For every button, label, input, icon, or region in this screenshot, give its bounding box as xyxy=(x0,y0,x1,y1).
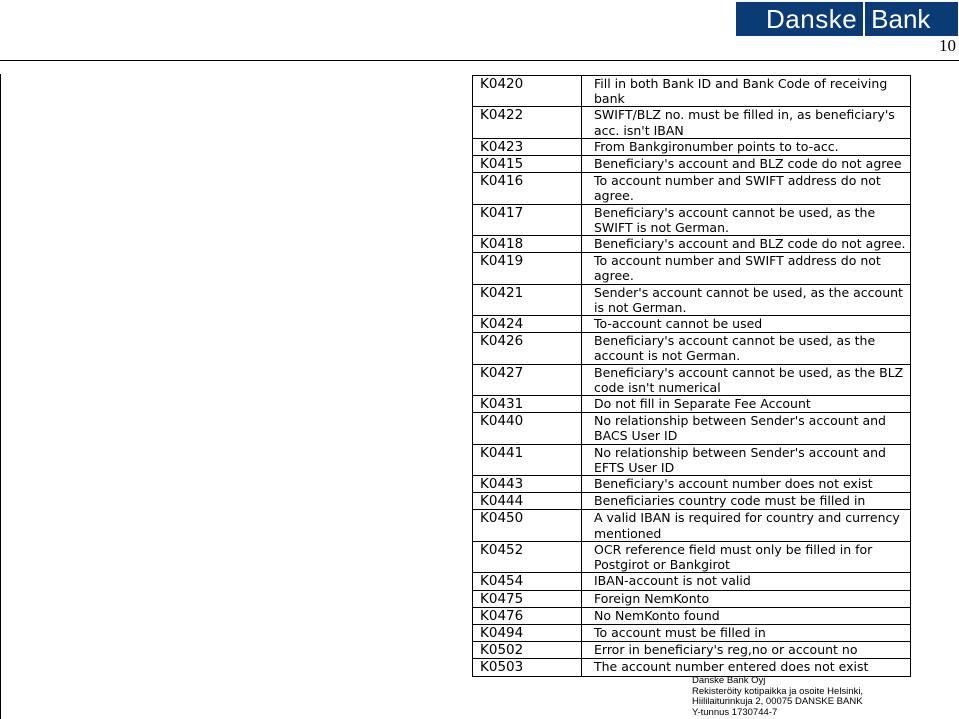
page-number: 10 xyxy=(939,36,956,55)
error-code-rows xyxy=(473,76,911,677)
error-message-cell: Beneficiary's account and BLZ code do not agree xyxy=(582,156,911,173)
table-row xyxy=(473,476,911,493)
table-row xyxy=(473,510,911,541)
error-message-cell: The account number entered does not exist xyxy=(582,659,911,676)
error-code-cell: K0426 xyxy=(473,333,582,364)
error-code-cell: K0423 xyxy=(473,138,582,155)
error-code-cell: K0443 xyxy=(473,476,582,493)
danske-bank-logo xyxy=(736,2,958,36)
error-code-cell: K0476 xyxy=(473,607,582,624)
footer-address: Hiililaiturinkuja 2, 00075 DANSKE BANK xyxy=(692,696,863,708)
error-code-cell: K0494 xyxy=(473,624,582,641)
error-message-cell: Beneficiary's account number does not exist xyxy=(582,476,911,493)
table-row xyxy=(473,284,911,315)
company-footer xyxy=(692,676,863,718)
error-message-cell: A valid IBAN is required for country and currency mentioned xyxy=(582,510,911,541)
error-code-cell: K0452 xyxy=(473,541,582,572)
error-message-cell: To account must be filled in xyxy=(582,624,911,641)
error-message-cell: OCR reference field must only be filled in for Postgirot or Bankgirot xyxy=(582,541,911,572)
table-row xyxy=(473,493,911,510)
table-row xyxy=(473,173,911,204)
error-message-cell: To account number and SWIFT address do not agree. xyxy=(582,173,911,204)
error-code-cell: K0418 xyxy=(473,236,582,253)
table-row xyxy=(473,138,911,155)
table-row xyxy=(473,413,911,444)
error-message-cell: Fill in both Bank ID and Bank Code of receiving bank xyxy=(582,76,911,107)
error-code-cell: K0424 xyxy=(473,316,582,333)
error-code-table xyxy=(472,75,911,677)
table-row xyxy=(473,444,911,475)
error-message-cell: To account number and SWIFT address do not agree. xyxy=(582,253,911,284)
error-code-cell: K0441 xyxy=(473,444,582,475)
footer-registered-office: Rekisteröity kotipaikka ja osoite Helsinki, xyxy=(692,685,864,697)
error-message-cell: Error in beneficiary's reg,no or account no xyxy=(582,642,911,659)
error-code-cell: K0431 xyxy=(473,396,582,413)
error-code-cell: K0502 xyxy=(473,642,582,659)
table-row xyxy=(473,107,911,138)
table-row xyxy=(473,573,911,590)
error-message-cell: Beneficiary's account cannot be used, as the BLZ code isn't numerical xyxy=(582,364,911,395)
error-code-cell: K0419 xyxy=(473,253,582,284)
table-row xyxy=(473,541,911,572)
error-message-cell: No relationship between Sender's account and EFTS User ID xyxy=(582,444,911,475)
error-message-cell: From Bankgironumber points to to-acc. xyxy=(582,138,911,155)
error-message-cell: Sender's account cannot be used, as the account is not German. xyxy=(582,284,911,315)
table-row xyxy=(473,204,911,235)
error-code-cell: K0503 xyxy=(473,659,582,676)
table-row xyxy=(473,156,911,173)
error-message-cell: Beneficiary's account cannot be used, as the SWIFT is not German. xyxy=(582,204,911,235)
error-code-cell: K0444 xyxy=(473,493,582,510)
table-row xyxy=(473,236,911,253)
error-code-cell: K0475 xyxy=(473,590,582,607)
table-row xyxy=(473,253,911,284)
error-message-cell: IBAN-account is not valid xyxy=(582,573,911,590)
table-row xyxy=(473,316,911,333)
table-row xyxy=(473,659,911,676)
error-message-cell: Beneficiaries country code must be filled in xyxy=(582,493,911,510)
footer-company-name: Danske Bank Oyj xyxy=(692,675,766,686)
error-message-cell: Foreign NemKonto xyxy=(582,590,911,607)
error-code-cell: K0420 xyxy=(473,76,582,107)
error-message-cell: Beneficiary's account cannot be used, as the account is not German. xyxy=(582,333,911,364)
header-rule xyxy=(0,60,959,61)
table-row xyxy=(473,607,911,624)
error-code-cell: K0417 xyxy=(473,204,582,235)
table-row xyxy=(473,642,911,659)
error-code-cell: K0421 xyxy=(473,284,582,315)
error-message-cell: Do not fill in Separate Fee Account xyxy=(582,396,911,413)
table-row xyxy=(473,590,911,607)
error-code-cell: K0450 xyxy=(473,510,582,541)
error-code-cell: K0415 xyxy=(473,156,582,173)
error-message-cell: No NemKonto found xyxy=(582,607,911,624)
error-message-cell: Beneficiary's account and BLZ code do not agree. xyxy=(582,236,911,253)
table-row xyxy=(473,333,911,364)
table-row xyxy=(473,396,911,413)
error-code-cell: K0422 xyxy=(473,107,582,138)
error-message-cell: SWIFT/BLZ no. must be filled in, as beneficiary's acc. isn't IBAN xyxy=(582,107,911,138)
footer-business-id: Y-tunnus 1730744-7 xyxy=(692,706,778,718)
table-row xyxy=(473,364,911,395)
error-code-cell: K0427 xyxy=(473,364,582,395)
error-code-cell: K0416 xyxy=(473,173,582,204)
left-margin-line xyxy=(0,74,1,719)
error-code-cell: K0440 xyxy=(473,413,582,444)
table-row xyxy=(473,76,911,107)
logo-separator xyxy=(863,2,865,36)
table-row xyxy=(473,624,911,641)
error-code-cell: K0454 xyxy=(473,573,582,590)
error-message-cell: To-account cannot be used xyxy=(582,316,911,333)
logo-word-danske: Danske xyxy=(766,4,858,34)
error-message-cell: No relationship between Sender's account and BACS User ID xyxy=(582,413,911,444)
logo-word-bank: Bank xyxy=(871,4,931,34)
